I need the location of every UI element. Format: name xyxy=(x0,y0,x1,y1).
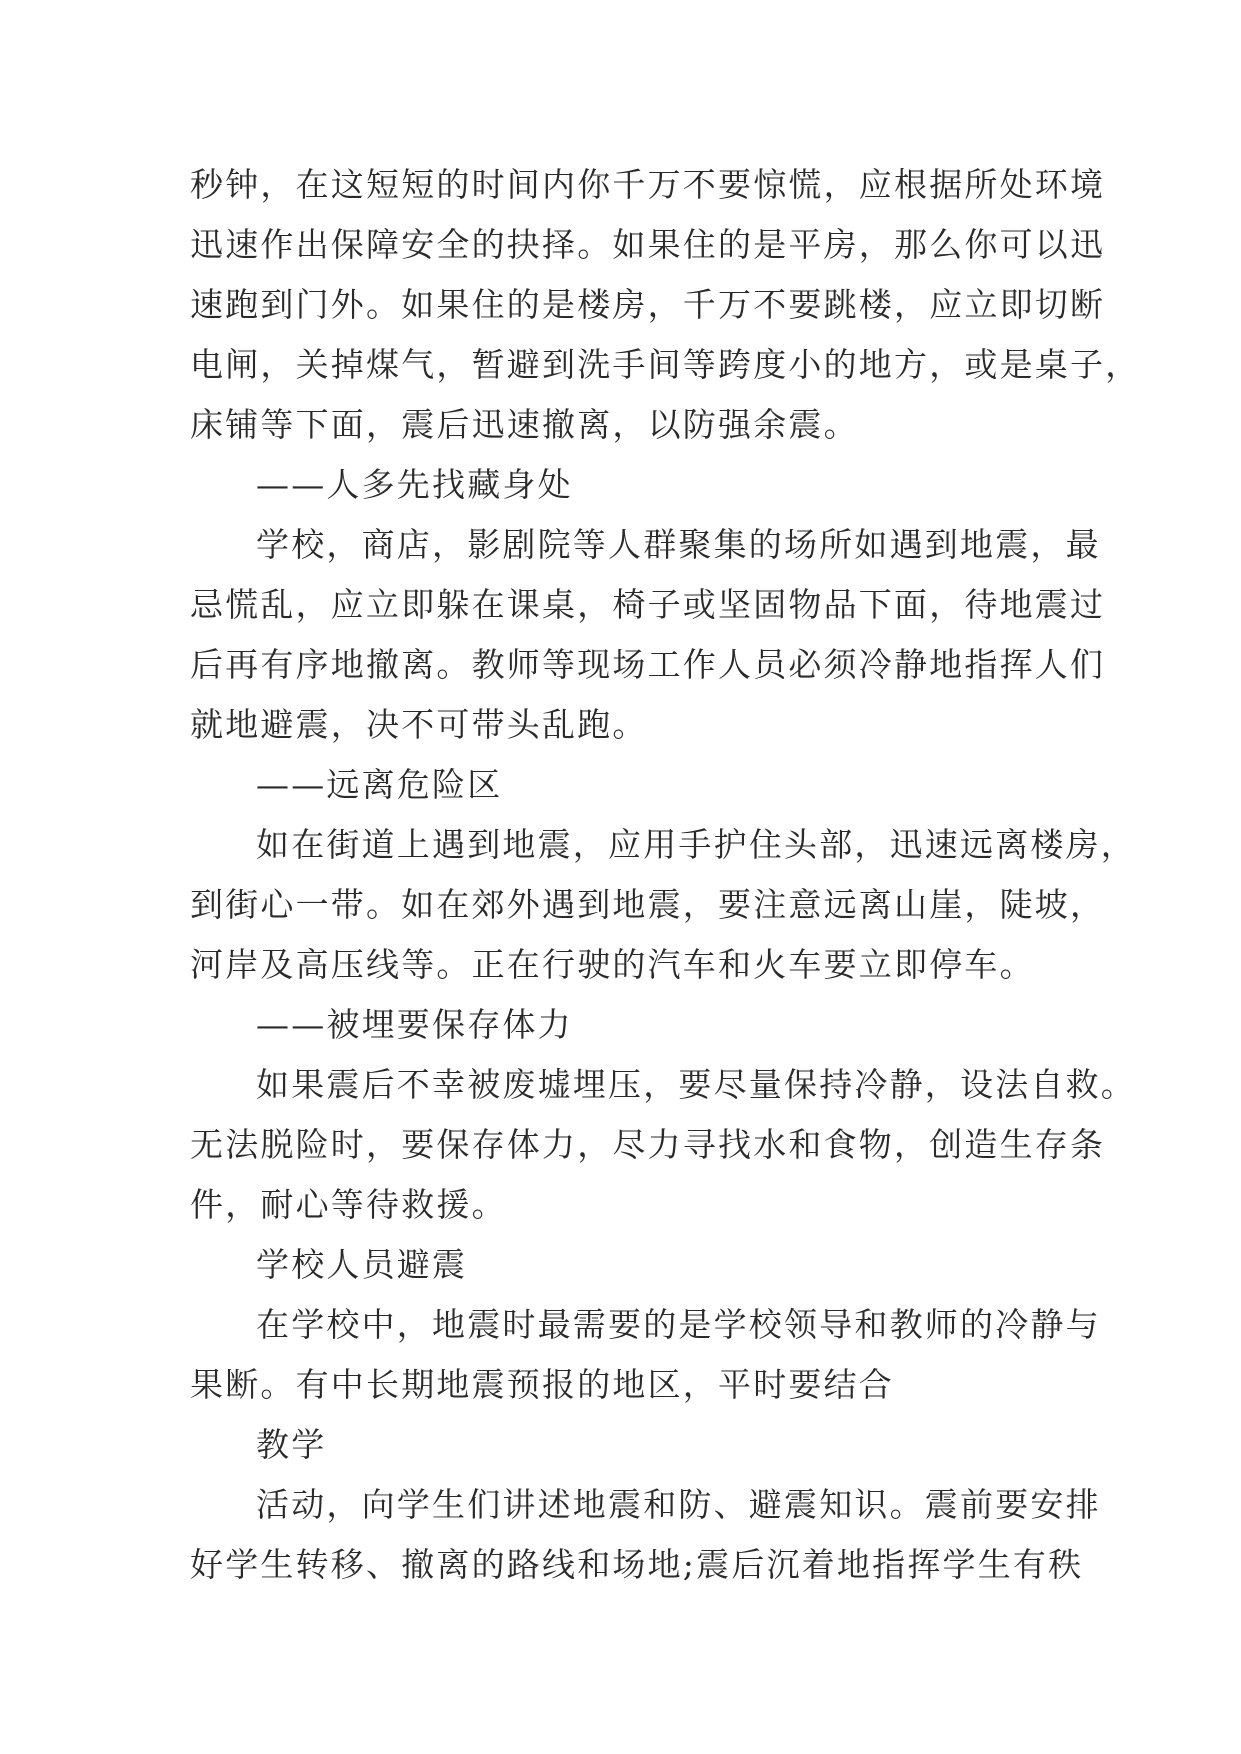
text-line: 果断。有中长期地震预报的地区，平时要结合 xyxy=(190,1365,894,1404)
text-line: 无法脱险时，要保存体力，尽力寻找水和食物，创造生存条 xyxy=(190,1125,1106,1164)
section-heading: ——人多先找藏身处 xyxy=(256,465,573,504)
text-line: 河岸及高压线等。正在行驶的汽车和火车要立即停车。 xyxy=(190,945,1035,984)
section-heading: 学校人员避震 xyxy=(256,1245,468,1284)
text-line: 床铺等下面，震后迅速撤离，以防强余震。 xyxy=(190,405,859,444)
text-line: 秒钟，在这短短的时间内你千万不要惊慌，应根据所处环境 xyxy=(190,165,1106,204)
paragraph-start-line: 活动，向学生们讲述地震和防、避震知识。震前要安排 xyxy=(256,1485,1101,1524)
text-line: 速跑到门外。如果住的是楼房，千万不要跳楼，应立即切断 xyxy=(190,285,1106,324)
text-line: 迅速作出保障安全的抉择。如果住的是平房，那么你可以迅 xyxy=(190,225,1106,264)
text-line: 好学生转移、撤离的路线和场地;震后沉着地指挥学生有秩 xyxy=(190,1545,1084,1584)
text-line: 电闸，关掉煤气，暂避到洗手间等跨度小的地方，或是桌子， xyxy=(190,345,1141,384)
text-line: 到街心一带。如在郊外遇到地震，要注意远离山崖，陡坡， xyxy=(190,885,1106,924)
text-line: 后再有序地撤离。教师等现场工作人员必须冷静地指挥人们 xyxy=(190,645,1106,684)
text-line: 就地避震，决不可带头乱跑。 xyxy=(190,705,648,744)
text-line: 件，耐心等待救援。 xyxy=(190,1185,507,1224)
paragraph-start-line: 如果震后不幸被废墟埋压，要尽量保持冷静，设法自救。 xyxy=(256,1065,1136,1104)
section-heading: ——远离危险区 xyxy=(256,765,503,804)
document-page xyxy=(190,155,1141,1595)
paragraph-start-line: 在学校中，地震时最需要的是学校领导和教师的冷静与 xyxy=(256,1305,1101,1344)
paragraph-start-line: 如在街道上遇到地震，应用手护住头部，迅速远离楼房， xyxy=(256,825,1136,864)
paragraph-start-line: 学校，商店，影剧院等人群聚集的场所如遇到地震，最 xyxy=(256,525,1101,564)
section-heading: ——被埋要保存体力 xyxy=(256,1005,573,1044)
text-line: 教学 xyxy=(256,1425,327,1464)
text-line: 忌慌乱，应立即躲在课桌，椅子或坚固物品下面，待地震过 xyxy=(190,585,1106,624)
